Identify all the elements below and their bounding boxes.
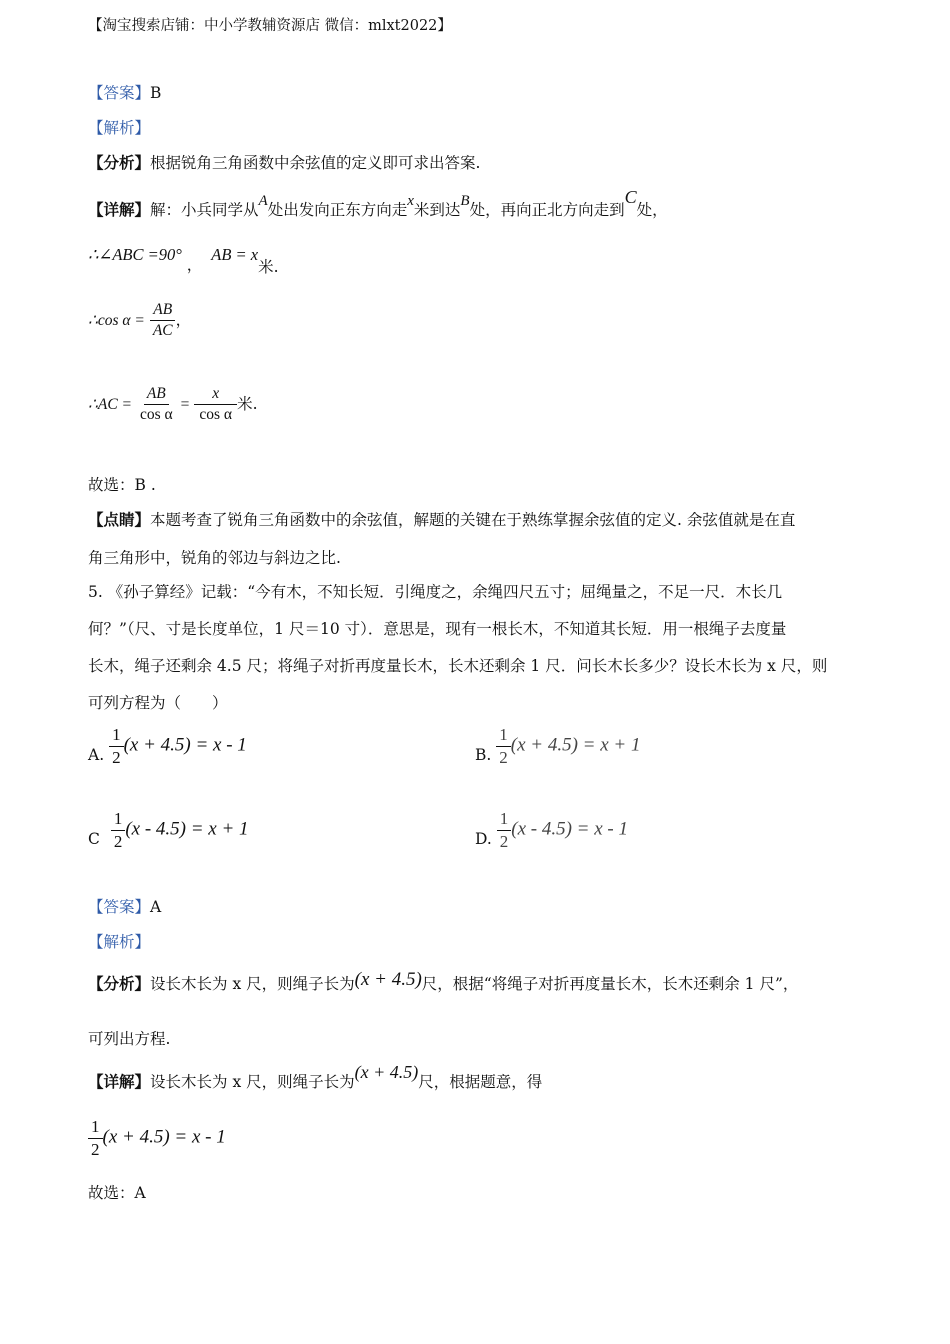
angle-expr: ∴∠ABC =90°	[88, 245, 182, 264]
fenxi-text: 设长木长为 x 尺，则绳子长为	[150, 975, 355, 993]
frac-den: 2	[499, 831, 509, 851]
xiangjie-row	[88, 187, 668, 220]
xiangjie-label: 【详解】	[88, 1072, 151, 1091]
half-fraction	[88, 1118, 103, 1159]
fenxi-text: 根据锐角三角函数中余弦值的定义即可求出答案.	[150, 154, 481, 172]
frac-num: 1	[109, 726, 124, 747]
xiangjie-text: 设长木长为 x 尺，则绳子长为	[150, 1073, 355, 1091]
rope-length-expr: (x + 4.5)	[354, 1062, 419, 1082]
frac-num: AB	[144, 386, 169, 405]
frac-den: AC	[152, 322, 173, 340]
xiangjie-text: 米到达	[413, 201, 461, 219]
fenxi-label: 【分析】	[88, 974, 151, 993]
option-label: D.	[475, 830, 492, 849]
cos-fraction	[150, 302, 176, 340]
dianjing-row	[88, 508, 795, 530]
answer-row	[88, 895, 161, 917]
q5-stem-line: 长木，绳子还剩余 4.5 尺；将绳子对折再度量长木，长木还剩余 1 尺．问长木长多少？设长木长为 x 尺，则	[88, 657, 828, 675]
cos-line	[88, 302, 191, 340]
ac-line	[88, 386, 258, 424]
unit-text: 米.	[237, 394, 258, 413]
half-fraction	[111, 810, 126, 851]
analysis-label: 【解析】	[88, 933, 151, 951]
xiangjie-text: 处出发向正东方向走	[267, 201, 408, 219]
option-expr: (x + 4.5) = x - 1	[123, 734, 247, 756]
frac-num: 1	[496, 726, 511, 747]
angle-line	[88, 243, 279, 276]
equals: =	[180, 395, 190, 413]
xiangjie-text: 解：小兵同学从	[150, 201, 259, 219]
xiangjie-text: 尺，根据题意，得	[418, 1073, 543, 1091]
equation-line	[88, 1118, 226, 1159]
frac-num: 1	[111, 810, 126, 831]
option-label: C	[88, 830, 100, 849]
half-fraction	[109, 726, 124, 767]
option-a[interactable]	[88, 726, 247, 767]
point-c: C	[624, 187, 637, 207]
guxuan-q5: 故选：A	[88, 1184, 146, 1202]
dianjing-line2: 角三角形中，锐角的邻边与斜边之比.	[88, 549, 341, 567]
option-b[interactable]	[475, 726, 641, 767]
half-fraction	[497, 810, 512, 851]
frac-den: 2	[91, 1139, 100, 1159]
page-header: 【淘宝搜索店铺：中小学教辅资源店 微信：mlxt2022】	[88, 18, 452, 34]
comma: ，	[175, 310, 192, 329]
comma: ，	[186, 256, 203, 274]
ac-prefix: ∴AC =	[88, 395, 133, 413]
point-a: A	[258, 193, 268, 209]
xiangjie-text: 处，再向正北方向走到	[469, 201, 625, 219]
fenxi-line2: 可列出方程.	[88, 1030, 171, 1048]
dianjing-text: 本题考查了锐角三角函数中的余弦值，解题的关键在于熟练掌握余弦值的定义. 余弦值就是在直	[150, 511, 796, 529]
guxuan-q4: 故选：B .	[88, 476, 156, 494]
frac-num: x	[194, 386, 237, 405]
q5-stem-line: 5. 《孙子算经》记载：“今有木，不知长短．引绳度之，余绳四尺五寸；屈绳量之，不足一尺．木长几	[88, 583, 783, 601]
frac-num: 1	[88, 1118, 103, 1139]
q5-stem-line: 何？”（尺、寸是长度单位，1 尺＝10 寸）．意思是，现有一根长木，不知道其长短．用一根绳子去度量	[88, 620, 787, 638]
frac-den: 2	[113, 831, 123, 851]
ac-fraction-1	[137, 386, 176, 424]
xiangjie-row	[88, 1062, 543, 1092]
option-d[interactable]	[475, 810, 628, 851]
xiangjie-label: 【详解】	[88, 200, 151, 219]
answer-value: B	[150, 84, 162, 102]
fenxi-row	[88, 969, 799, 995]
frac-den: cos α	[199, 406, 233, 424]
cos-prefix: ∴cos α =	[88, 311, 145, 329]
frac-num: 1	[497, 810, 512, 831]
fenxi-label: 【分析】	[88, 153, 151, 172]
ac-fraction-2	[194, 386, 237, 424]
xiangjie-text: 处，	[636, 201, 668, 219]
frac-den: cos α	[139, 406, 173, 424]
answer-value: A	[150, 898, 162, 916]
q5-stem-line: 可列方程为（ ）	[88, 694, 228, 712]
dianjing-label: 【点睛】	[88, 510, 151, 529]
var-x: x	[407, 193, 414, 209]
option-expr: (x + 4.5) = x + 1	[510, 734, 641, 756]
rope-length-expr: (x + 4.5)	[354, 969, 422, 990]
frac-num: AB	[150, 302, 175, 321]
answer-row	[88, 81, 161, 103]
option-expr: (x - 4.5) = x + 1	[125, 818, 249, 840]
option-label: B.	[475, 746, 492, 765]
frac-den: 2	[112, 747, 121, 767]
point-b: B	[460, 193, 470, 209]
unit-text: 米.	[258, 258, 279, 276]
answer-label: 【答案】	[88, 898, 151, 916]
half-fraction	[496, 726, 511, 767]
option-c[interactable]	[88, 810, 249, 851]
analysis-label: 【解析】	[88, 119, 151, 137]
equation-expr: (x + 4.5) = x - 1	[102, 1126, 226, 1148]
option-expr: (x - 4.5) = x - 1	[511, 818, 628, 840]
option-label: A.	[88, 746, 105, 765]
fenxi-text: 尺，根据“将绳子对折再度量长木，长木还剩余 1 尺”，	[421, 975, 799, 993]
ab-expr: AB = x	[211, 245, 259, 264]
fenxi-row	[88, 151, 480, 173]
answer-label: 【答案】	[88, 84, 151, 102]
frac-den: 2	[499, 747, 508, 767]
